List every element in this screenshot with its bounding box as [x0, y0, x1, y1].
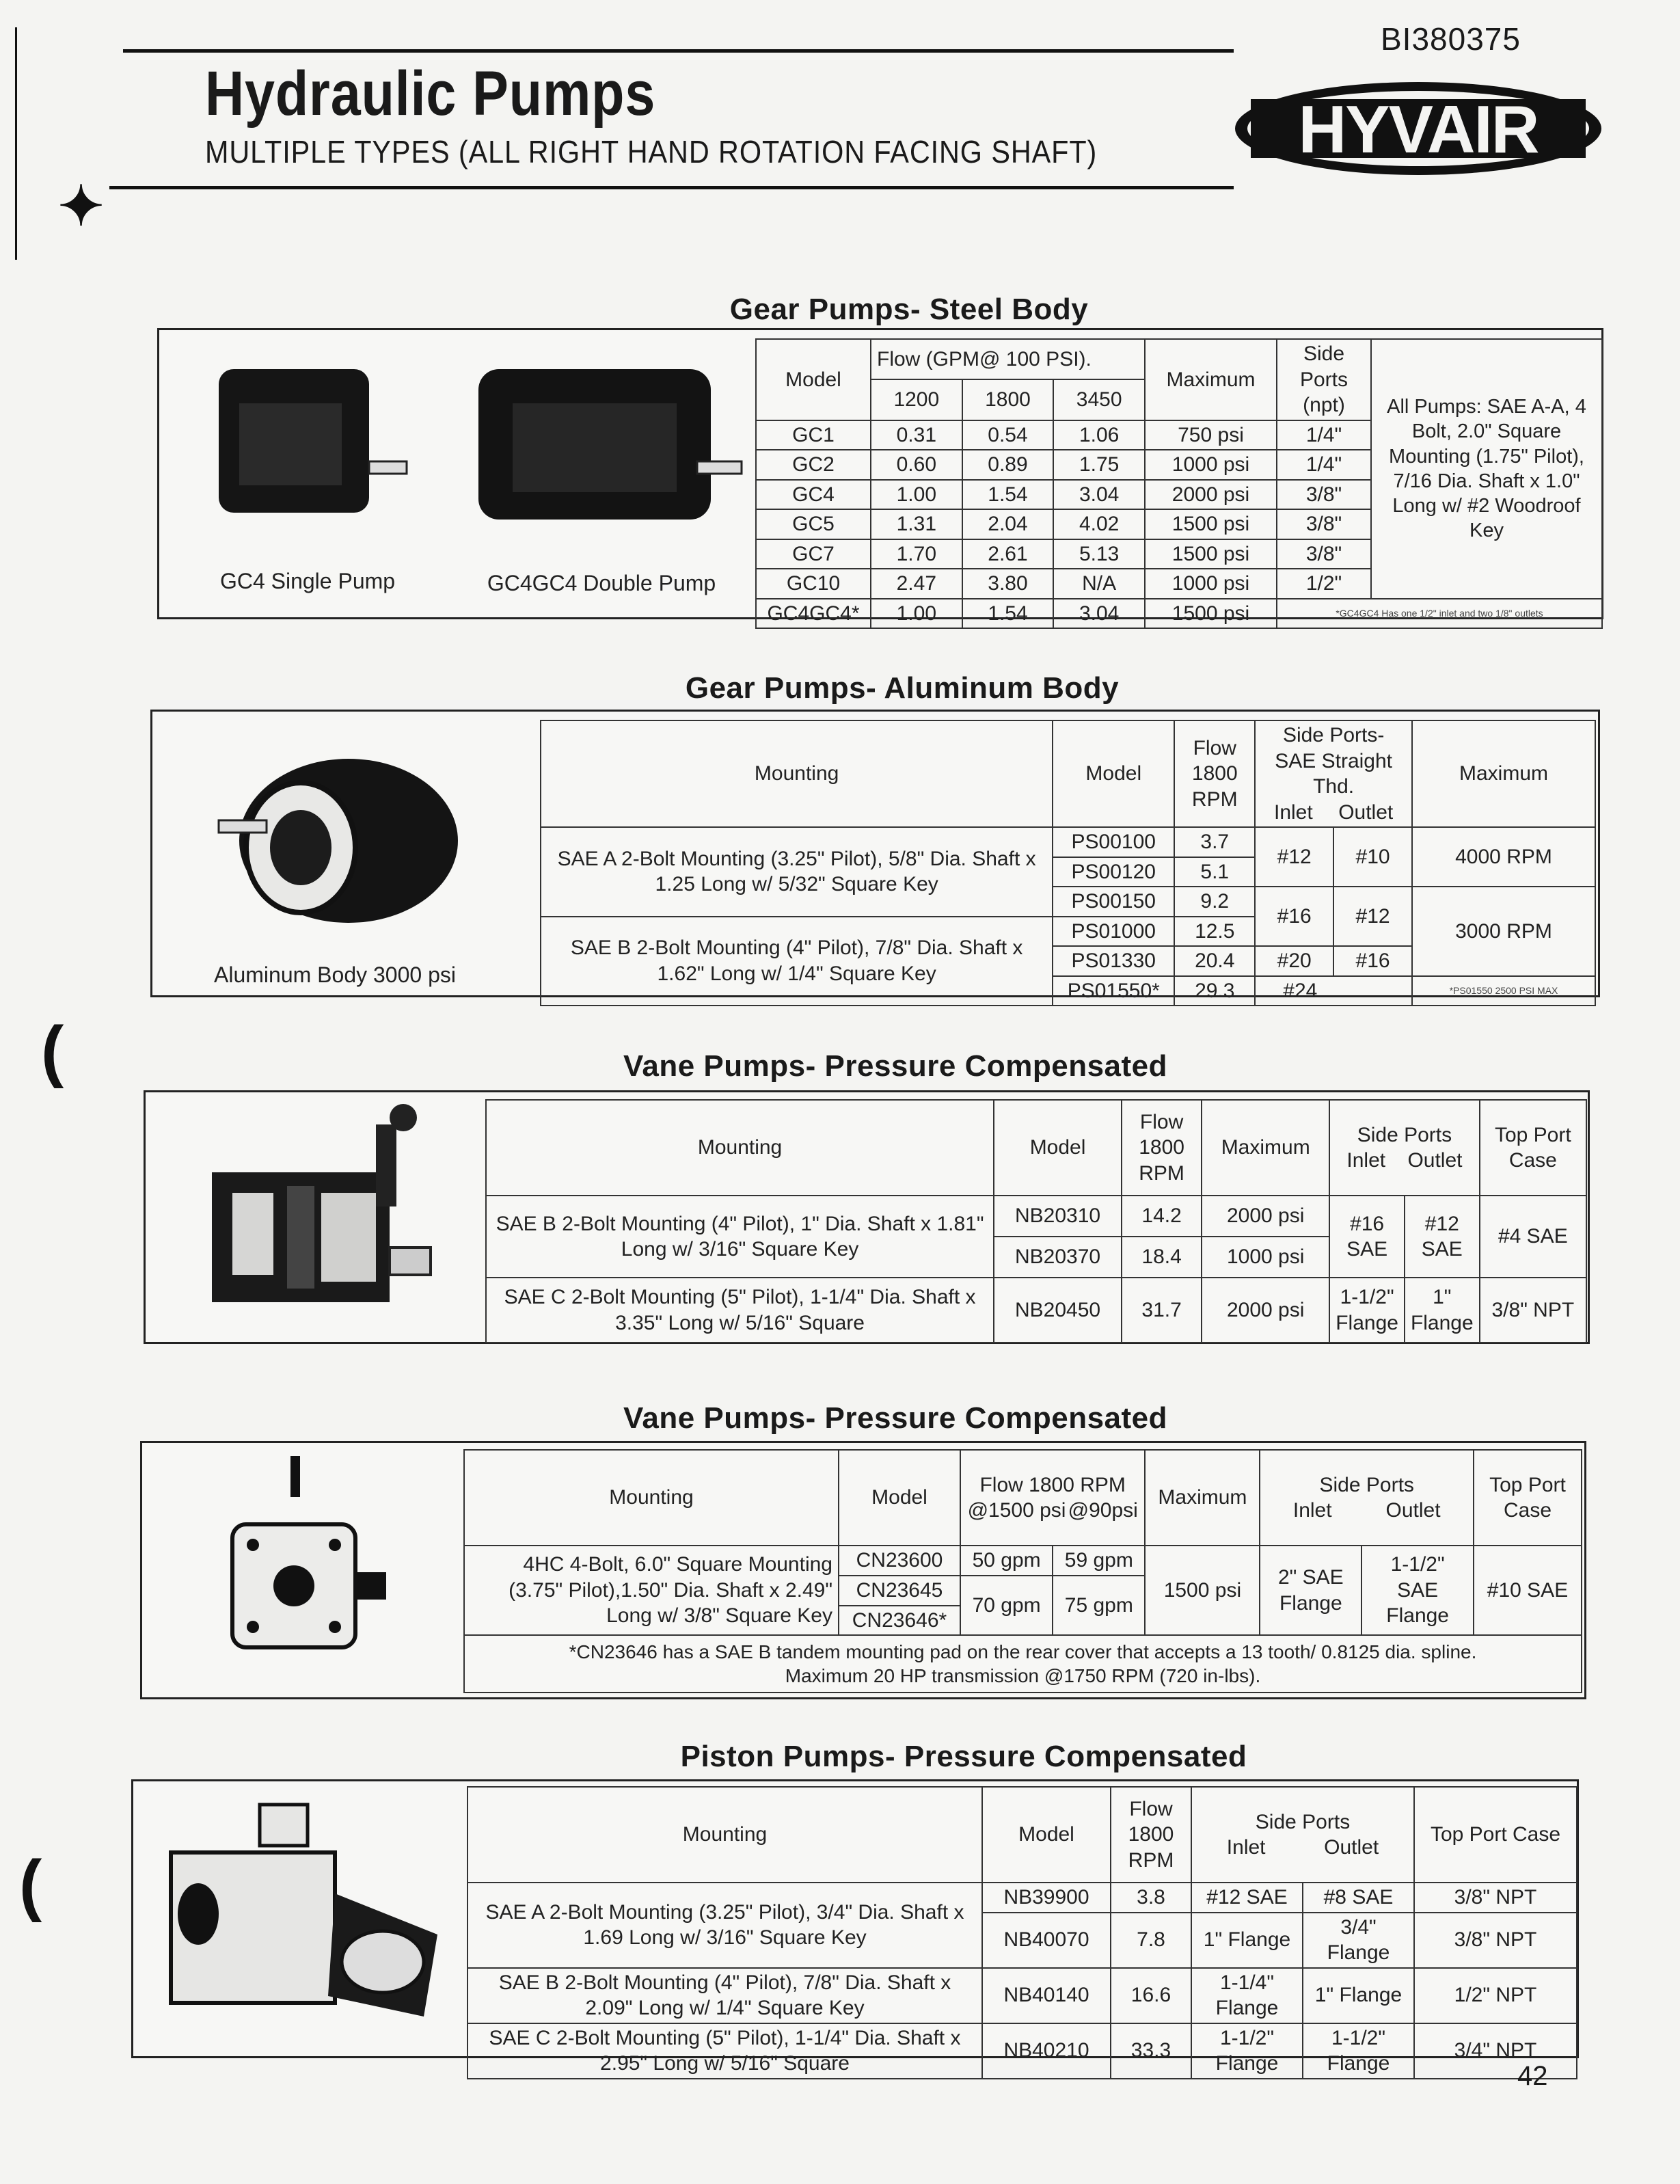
inlet-cell: 1-1/2" Flange — [1329, 1278, 1405, 1343]
model-cell: CN23645 — [839, 1576, 960, 1606]
flow-cell: 33.3 — [1111, 2023, 1191, 2079]
max-cell: 2000 psi — [1145, 480, 1277, 510]
port-cell: 3/8" — [1277, 539, 1371, 569]
outlet-cell: #12 SAE — [1405, 1196, 1480, 1278]
outlet-cell: 3/4" Flange — [1303, 1913, 1414, 1968]
col-header-maximum: Maximum — [1145, 339, 1277, 420]
model-cell: GC10 — [756, 569, 871, 599]
port-cell: 1/4" — [1277, 450, 1371, 480]
mounting-cell: 4HC 4-Bolt, 6.0" Square Mounting (3.75" Pilot),1.50" Dia. Shaft x 2.49" Long w/ 3/8" Square Key — [464, 1546, 839, 1635]
table-row — [464, 1635, 1582, 1693]
flow-cell: 1.00 — [871, 599, 962, 629]
document-id: BI380375 — [1381, 21, 1521, 57]
model-cell: GC7 — [756, 539, 871, 569]
gc4gc4-double-caption: GC4GC4 Double Pump — [487, 571, 716, 595]
flow-cell: 12.5 — [1174, 917, 1255, 947]
inlet-cell: #12 — [1255, 827, 1333, 887]
model-cell: NB20450 — [994, 1278, 1122, 1343]
gear-alu-footnote: *PS01550 2500 PSI MAX — [1412, 976, 1595, 1006]
table-row — [486, 1278, 1586, 1343]
aluminum-pump-image — [205, 745, 478, 943]
model-cell: NB40140 — [982, 1968, 1111, 2023]
flow-cell: 14.2 — [1122, 1196, 1202, 1237]
col-header-side-ports — [1260, 1450, 1474, 1546]
model-cell: NB40210 — [982, 2023, 1111, 2079]
col-header-flow: Flow 1800 RPM — [1122, 1100, 1202, 1196]
max-cell: 1000 psi — [1145, 569, 1277, 599]
outlet-cell: #12 — [1333, 887, 1412, 946]
flow-cell: 5.1 — [1174, 857, 1255, 887]
flow-cell: 5.13 — [1053, 539, 1145, 569]
left-margin-line — [15, 27, 17, 260]
flow-label: Flow 1800 RPM — [979, 1473, 1126, 1496]
outlet-label: Outlet — [1338, 800, 1394, 824]
piston-pump-image — [150, 1791, 465, 2037]
outlet-cell: 1-1/2" SAE Flange — [1361, 1546, 1474, 1635]
flow-cell: 7.8 — [1111, 1913, 1191, 1968]
flow-cell: 1.54 — [962, 599, 1054, 629]
gc4-single-pump-image — [205, 355, 410, 533]
inlet-label: Inlet — [1292, 1499, 1332, 1522]
max-cell: 4000 RPM — [1412, 827, 1595, 887]
gc4-single-caption: GC4 Single Pump — [219, 569, 396, 593]
model-cell: NB39900 — [982, 1883, 1111, 1913]
port-cell: 3/8" — [1277, 480, 1371, 510]
outlet-cell: 1" Flange — [1303, 1968, 1414, 2023]
vane1-table — [485, 1099, 1587, 1343]
flow-cell: 2.61 — [962, 539, 1054, 569]
col-header-mounting: Mounting — [486, 1100, 994, 1196]
col-header-flow: Flow 1800 RPM — [1111, 1787, 1191, 1883]
col-header-model: Model — [839, 1450, 960, 1546]
side-ports-label: Side Ports — [1319, 1473, 1414, 1496]
mounting-cell: SAE B 2-Bolt Mounting (4" Pilot), 7/8" Dia. Shaft x 1.62" Long w/ 1/4" Square Key — [541, 917, 1053, 1006]
model-cell: GC5 — [756, 509, 871, 539]
mounting-cell: SAE A 2-Bolt Mounting (3.25" Pilot), 3/4" Dia. Shaft x 1.69 Long w/ 3/16" Square Key — [468, 1883, 982, 1968]
flow-cell: 18.4 — [1122, 1237, 1202, 1278]
side-ports-label: Side Ports — [1357, 1123, 1452, 1146]
flow-cell: 2.04 — [962, 509, 1054, 539]
flow-sub-a: @1500 psi — [967, 1499, 1066, 1522]
flow-cell: 16.6 — [1111, 1968, 1191, 2023]
model-cell: PS01550* — [1053, 976, 1174, 1006]
vane2-footnote: *CN23646 has a SAE B tandem mounting pad on the rear cover that accepts a 13 tooth/ 0.8125 dia. spline. Maximum 20 HP transmission @1750 RPM (720 in-lbs). — [464, 1635, 1582, 1693]
top-port-cell: 1/2" NPT — [1414, 1968, 1577, 2023]
flow-cell: 0.31 — [871, 420, 962, 450]
col-header-side-ports — [1255, 720, 1412, 827]
model-cell: CN23600 — [839, 1546, 960, 1576]
mounting-cell: SAE B 2-Bolt Mounting (4" Pilot), 7/8" Dia. Shaft x 2.09" Long w/ 1/4" Square Key — [468, 1968, 982, 2023]
inlet-label: Inlet — [1226, 1836, 1266, 1859]
hyvair-logo — [1230, 75, 1606, 178]
top-port-cell: 3/8" NPT — [1414, 1883, 1577, 1913]
flow-cell: 75 gpm — [1053, 1576, 1145, 1635]
outlet-label: Outlet — [1407, 1149, 1463, 1172]
flow-cell: 70 gpm — [960, 1576, 1053, 1635]
model-cell: CN23646* — [839, 1606, 960, 1636]
flow-cell: 0.54 — [962, 420, 1054, 450]
flow-cell: 9.2 — [1174, 887, 1255, 917]
flow-cell: 1.31 — [871, 509, 962, 539]
max-cell: 1500 psi — [1145, 1546, 1260, 1635]
mounting-cell: SAE B 2-Bolt Mounting (4" Pilot), 1" Dia. Shaft x 1.81" Long w/ 3/16" Square Key — [486, 1196, 994, 1278]
flow-cell: 0.60 — [871, 450, 962, 480]
inlet-cell: #16 SAE — [1329, 1196, 1405, 1278]
flow-cell: 2.47 — [871, 569, 962, 599]
top-port-cell: 3/8" NPT — [1414, 1913, 1577, 1968]
flow-sub-b: @90psi — [1068, 1499, 1138, 1522]
flow-cell: 3.04 — [1053, 599, 1145, 629]
outlet-cell: #16 — [1333, 946, 1412, 976]
flow-cell: 29.3 — [1174, 976, 1255, 1006]
outlet-cell: 1-1/2" Flange — [1303, 2023, 1414, 2079]
inlet-cell: #12 SAE — [1191, 1883, 1303, 1913]
top-port-cell: #4 SAE — [1480, 1196, 1586, 1278]
table-row — [468, 1968, 1577, 2023]
model-cell: PS01000 — [1053, 917, 1174, 947]
model-cell: NB20310 — [994, 1196, 1122, 1237]
table-row — [756, 599, 1602, 629]
mounting-cell: SAE C 2-Bolt Mounting (5" Pilot), 1-1/4" Dia. Shaft x 2.95" Long w/ 5/16" Square — [468, 2023, 982, 2079]
col-header-maximum: Maximum — [1202, 1100, 1329, 1196]
col-header-maximum: Maximum — [1412, 720, 1595, 827]
piston-title: Piston Pumps- Pressure Compensated — [680, 1740, 1247, 1773]
inlet-cell: 1" Flange — [1191, 1913, 1303, 1968]
port-cell: 3/8" — [1277, 509, 1371, 539]
header-rule-top — [123, 49, 1234, 53]
gear-steel-title: Gear Pumps- Steel Body — [729, 293, 1089, 326]
model-cell: PS00120 — [1053, 857, 1174, 887]
flow-cell: 3.8 — [1111, 1883, 1191, 1913]
col-header-top-port: Top Port Case — [1474, 1450, 1582, 1546]
rpm-header: 1800 — [962, 379, 1054, 420]
col-header-flow — [960, 1450, 1145, 1546]
max-cell: 1500 psi — [1145, 509, 1277, 539]
flow-cell: 3.7 — [1174, 827, 1255, 857]
port-cell: 1/2" — [1277, 569, 1371, 599]
flow-cell: 3.80 — [962, 569, 1054, 599]
page-title: Hydraulic Pumps — [205, 59, 656, 129]
model-cell: PS00150 — [1053, 887, 1174, 917]
gear-alu-table — [540, 720, 1596, 1006]
mounting-cell: SAE A 2-Bolt Mounting (3.25" Pilot), 5/8" Dia. Shaft x 1.25 Long w/ 5/32" Square Key — [541, 827, 1053, 917]
col-header-model: Model — [994, 1100, 1122, 1196]
col-header-mounting: Mounting — [464, 1450, 839, 1546]
col-header-flow: Flow 1800 RPM — [1174, 720, 1255, 827]
side-ports-label: Side Ports — [1255, 1810, 1351, 1833]
max-cell: 2000 psi — [1202, 1196, 1329, 1237]
gc4gc4-double-pump-image — [472, 355, 745, 533]
flow-cell: 31.7 — [1122, 1278, 1202, 1343]
model-cell: NB40070 — [982, 1913, 1111, 1968]
flow-cell: 1.06 — [1053, 420, 1145, 450]
max-cell: 3000 RPM — [1412, 887, 1595, 976]
side-ports-label: Side Ports- SAE Straight Thd. — [1275, 724, 1393, 798]
top-port-cell: 3/4" NPT — [1414, 2023, 1577, 2079]
logo-text: HYVAIR — [1298, 92, 1539, 167]
port-cell: 1/4" — [1277, 420, 1371, 450]
inlet-cell: 1-1/4" Flange — [1191, 1968, 1303, 2023]
col-header-mounting: Mounting — [468, 1787, 982, 1883]
vane1-title: Vane Pumps- Pressure Compensated — [623, 1049, 1168, 1083]
vane2-title: Vane Pumps- Pressure Compensated — [623, 1401, 1168, 1435]
inlet-cell: #16 — [1255, 887, 1333, 946]
outlet-cell: 1" Flange — [1405, 1278, 1480, 1343]
flow-cell: N/A — [1053, 569, 1145, 599]
table-row — [486, 1196, 1586, 1237]
flow-cell: 3.04 — [1053, 480, 1145, 510]
flow-cell: 1.75 — [1053, 450, 1145, 480]
flow-cell: 1.00 — [871, 480, 962, 510]
flow-cell: 4.02 — [1053, 509, 1145, 539]
col-header-side-ports: Side Ports (npt) — [1277, 339, 1371, 420]
col-header-side-ports — [1191, 1787, 1414, 1883]
piston-table — [467, 1786, 1577, 2079]
model-cell: PS01330 — [1053, 946, 1174, 976]
page-number: 42 — [1517, 2061, 1548, 2091]
outlet-label: Outlet — [1385, 1499, 1441, 1522]
vane1-pump-image — [185, 1097, 458, 1330]
col-header-flow: Flow (GPM@ 100 PSI). — [871, 339, 1145, 379]
header-rule-bottom — [109, 186, 1234, 189]
col-header-model: Model — [982, 1787, 1111, 1883]
vane2-pump-image — [205, 1449, 396, 1668]
gear-steel-table — [755, 338, 1603, 629]
model-cell: NB20370 — [994, 1237, 1122, 1278]
inlet-cell: 1-1/2" Flange — [1191, 2023, 1303, 2079]
max-cell: 2000 psi — [1202, 1278, 1329, 1343]
flow-cell: 50 gpm — [960, 1546, 1053, 1576]
table-row — [468, 2023, 1577, 2079]
col-header-side-ports — [1329, 1100, 1479, 1196]
outlet-label: Outlet — [1324, 1836, 1379, 1859]
top-port-cell: 3/8" NPT — [1480, 1278, 1586, 1343]
rpm-header: 1200 — [871, 379, 962, 420]
col-header-maximum: Maximum — [1145, 1450, 1260, 1546]
max-cell: 1000 psi — [1202, 1237, 1329, 1278]
col-header-top-port: Top Port Case — [1480, 1100, 1586, 1196]
gear-steel-footnote: *GC4GC4 Has one 1/2" inlet and two 1/8" outlets — [1277, 599, 1602, 629]
inlet-label: Inlet — [1274, 800, 1313, 824]
flow-cell: 0.89 — [962, 450, 1054, 480]
inlet-cell: #20 — [1255, 946, 1333, 976]
flow-cell: 20.4 — [1174, 946, 1255, 976]
aluminum-pump-caption: Aluminum Body 3000 psi — [214, 962, 456, 987]
inlet-label: Inlet — [1346, 1149, 1386, 1172]
model-cell: PS00100 — [1053, 827, 1174, 857]
mounting-cell: SAE C 2-Bolt Mounting (5" Pilot), 1-1/4" Dia. Shaft x 3.35" Long w/ 5/16" Square — [486, 1278, 994, 1343]
inlet-cell: 2" SAE Flange — [1260, 1546, 1361, 1635]
outlet-cell: #10 — [1333, 827, 1412, 887]
table-row — [468, 1883, 1577, 1913]
flow-cell: 1.70 — [871, 539, 962, 569]
binder-hole-mark: ( — [19, 1846, 42, 1923]
page-subtitle: MULTIPLE TYPES (ALL RIGHT HAND ROTATION FACING SHAFT) — [205, 134, 1098, 170]
inlet-cell: #24 — [1255, 976, 1412, 1006]
rpm-header: 3450 — [1053, 379, 1145, 420]
col-header-top-port: Top Port Case — [1414, 1787, 1577, 1883]
col-header-mounting: Mounting — [541, 720, 1053, 827]
model-cell: GC2 — [756, 450, 871, 480]
outlet-cell: #8 SAE — [1303, 1883, 1414, 1913]
model-cell: GC4GC4* — [756, 599, 871, 629]
flow-cell: 59 gpm — [1053, 1546, 1145, 1576]
model-cell: GC4 — [756, 480, 871, 510]
max-cell: 750 psi — [1145, 420, 1277, 450]
top-port-cell: #10 SAE — [1474, 1546, 1582, 1635]
binder-hole-mark: ✦ — [58, 176, 105, 237]
max-cell: 1500 psi — [1145, 539, 1277, 569]
flow-cell: 1.54 — [962, 480, 1054, 510]
table-row — [541, 827, 1595, 857]
max-cell: 1500 psi — [1145, 599, 1277, 629]
binder-hole-mark: ( — [41, 1012, 64, 1089]
gear-steel-note: All Pumps: SAE A-A, 4 Bolt, 2.0" Square Mounting (1.75" Pilot), 7/16 Dia. Shaft x 1.0" Long w/ #2 Woodroof Key — [1371, 339, 1602, 599]
col-header-model: Model — [756, 339, 871, 420]
gear-alu-title: Gear Pumps- Aluminum Body — [685, 671, 1120, 705]
vane2-table — [463, 1449, 1582, 1693]
max-cell: 1000 psi — [1145, 450, 1277, 480]
model-cell: GC1 — [756, 420, 871, 450]
table-row — [464, 1546, 1582, 1576]
col-header-model: Model — [1053, 720, 1174, 827]
